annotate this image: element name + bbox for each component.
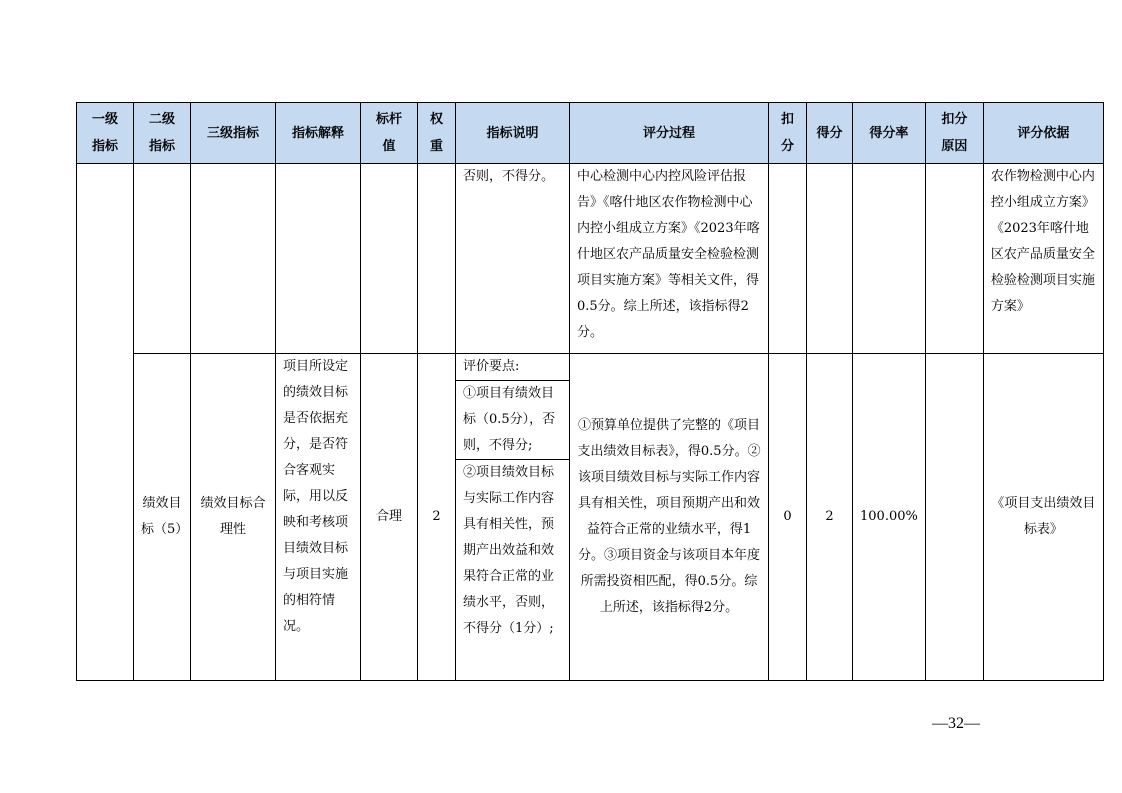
level2-cell	[134, 164, 191, 354]
process-cell: ①预算单位提供了完整的《项目支出绩效目标表》，得0.5分。②该项目绩效目标与实际工作内容具有相关性，项目预期产出和效益符合正常的业绩水平，得1分。③项目资金与该项目本年度所需投资相匹配，得0.5分。综上所述，该指标得2分。	[570, 354, 769, 681]
description-cell: 否则，不得分。	[456, 164, 570, 354]
page-number: —32—	[932, 715, 980, 732]
level3-cell: 绩效目标合理性	[191, 354, 276, 681]
header-description: 指标说明	[456, 103, 570, 164]
basis-cell: 农作物检测中心内控小组成立方案》《2023年喀什地区农产品质量安全检验检测项目实施方案》	[983, 164, 1103, 354]
process-cell: 中心检测中心内控风险评估报告》《喀什地区农作物检测中心内控小组成立方案》《2023年喀什地区农产品质量安全检验检测项目实施方案》等相关文件，得0.5分。综上所述，该指标得2分。	[570, 164, 769, 354]
header-benchmark: 标杆 值	[361, 103, 418, 164]
evaluation-table	[76, 102, 1104, 681]
score-cell: 2	[807, 354, 853, 681]
header-basis: 评分依据	[983, 103, 1103, 164]
header-rate: 得分率	[853, 103, 926, 164]
deduct-cell: 0	[769, 354, 807, 681]
description-point: ①项目有绩效目标（0.5分），否则，不得分;	[456, 381, 569, 460]
header-score: 得分	[807, 103, 853, 164]
header-level1: 一级 指标	[77, 103, 134, 164]
rate-cell: 100.00%	[853, 354, 926, 681]
reason-cell	[925, 354, 983, 681]
header-reason: 扣分 原因	[925, 103, 983, 164]
table-row	[77, 164, 1104, 354]
header-deduct: 扣 分	[769, 103, 807, 164]
explanation-cell: 项目所设定的绩效目标是否依据充分，是否符合客观实际，用以反映和考核项目绩效目标与项目实施的相符情况。	[276, 354, 361, 681]
level2-cell: 绩效目标（5）	[134, 354, 191, 681]
rate-cell	[853, 164, 926, 354]
level1-cell	[77, 164, 134, 681]
header-process: 评分过程	[570, 103, 769, 164]
explanation-cell	[276, 164, 361, 354]
benchmark-cell	[361, 164, 418, 354]
header-level3: 三级指标	[191, 103, 276, 164]
weight-cell: 2	[418, 354, 456, 681]
header-weight: 权 重	[418, 103, 456, 164]
header-explanation: 指标解释	[276, 103, 361, 164]
benchmark-cell: 合理	[361, 354, 418, 681]
header-level2: 二级 指标	[134, 103, 191, 164]
table-row	[77, 354, 1104, 681]
reason-cell	[925, 164, 983, 354]
description-cell	[456, 354, 570, 681]
weight-cell	[418, 164, 456, 354]
basis-cell: 《项目支出绩效目标表》	[983, 354, 1103, 681]
deduct-cell	[769, 164, 807, 354]
description-point: 评价要点:	[456, 354, 569, 381]
score-cell	[807, 164, 853, 354]
level3-cell	[191, 164, 276, 354]
header-row	[77, 103, 1104, 164]
description-point: ②项目绩效目标与实际工作内容具有相关性，预期产出效益和效果符合正常的业绩水平，否则，不得分（1分）;	[463, 465, 555, 636]
